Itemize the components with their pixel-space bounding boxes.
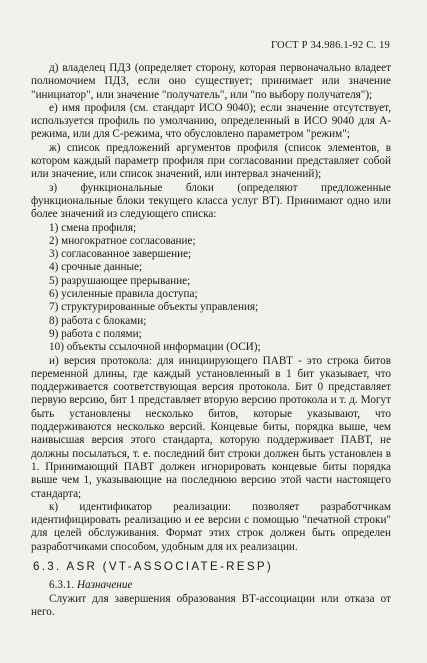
list-item: 10) объекты ссылочной информации (ОСИ); bbox=[49, 341, 261, 354]
list-item: 8) работа с блоками; bbox=[49, 314, 147, 327]
list-item: 2) многократное согласование; bbox=[49, 234, 196, 247]
subsection-heading bbox=[31, 579, 391, 592]
list-item: 3) согласованное завершение; bbox=[49, 248, 192, 261]
list-item: 1) смена профиля; bbox=[49, 221, 137, 234]
page-body bbox=[31, 62, 391, 619]
paragraph-e: е) имя профиля (см. стандарт ИСО 9040); если значение отсутствует, используется профиль по умолчанию, определенный в ИСО 9040 для А-режима, или для С-режима, что обусловлено параметром "режим"; bbox=[31, 101, 391, 141]
functional-units-list bbox=[31, 222, 391, 355]
paragraph-zh: ж) список предложений аргументов профиля (список элементов, в котором каждый параметр профиля при согласовании представляет собой или значение, или список значений, или интервал значений); bbox=[31, 141, 391, 181]
section-heading: 6.3. ASR (VT-ASSOCIATE-RESP) bbox=[33, 559, 274, 573]
paragraph-k: к) идентификатор реализации: позволяет разработчикам идентифицировать реализацию и ее версии с помощью "печатной строки" для целей обслуживания. Формат этих строк должен быть определен разработчиками способом, удобным для их реализации. bbox=[31, 500, 391, 553]
paragraph-i: и) версия протокола: для инициирующего ПАВТ - это строка битов переменной длины, где каждый установленный в 1 бит указывает, что поддерживается соответствующая версия протокола. Бит 0 представляет первую версию, бит 1 представляет вторую версию протокола и т. д. Могут быть установлены несколько битов, которые указывают, что поддерживаются несколько версий. Концевые биты, порядка выше, чем наивысшая версия этого стандарта, которую поддерживает ПАВТ, не должны посылаться, т. е. последний бит строки должен быть установлен в 1. Принимающий ПАВТ должен игнорировать концевые биты порядка выше чем 1, указывающие на последнюю версию этой части настоящего стандарта; bbox=[31, 354, 391, 500]
subsection-title: Назначение bbox=[76, 579, 133, 592]
list-item: 5) разрушающее прерывание; bbox=[49, 274, 191, 287]
subsection-text: Служит для завершения образования ВТ-ассоциации или отказа от него. bbox=[31, 592, 391, 618]
paragraph-z: з) функциональные блоки (определяют предложенные функциональные блоки текущего класса услуг ВТ). Принимают одно или более значений из следующего списка: bbox=[31, 181, 391, 221]
list-item: 4) срочные данные; bbox=[49, 261, 143, 274]
list-item: 7) структурированные объекты управления; bbox=[49, 301, 259, 314]
paragraph-d: д) владелец ПДЗ (определяет сторону, которая первоначально владеет полномочием ПДЗ, если оно существует; принимает или значение "инициатор", или значение "получатель", или "по выбору получателя"); bbox=[31, 62, 391, 101]
list-item: 6) усиленные правила доступа; bbox=[49, 288, 198, 301]
list-item: 9) работа с полями; bbox=[49, 327, 142, 340]
page-header: ГОСТ Р 34.986.1-92 С. 19 bbox=[271, 40, 390, 51]
subsection-number: 6.3.1. bbox=[49, 579, 75, 592]
